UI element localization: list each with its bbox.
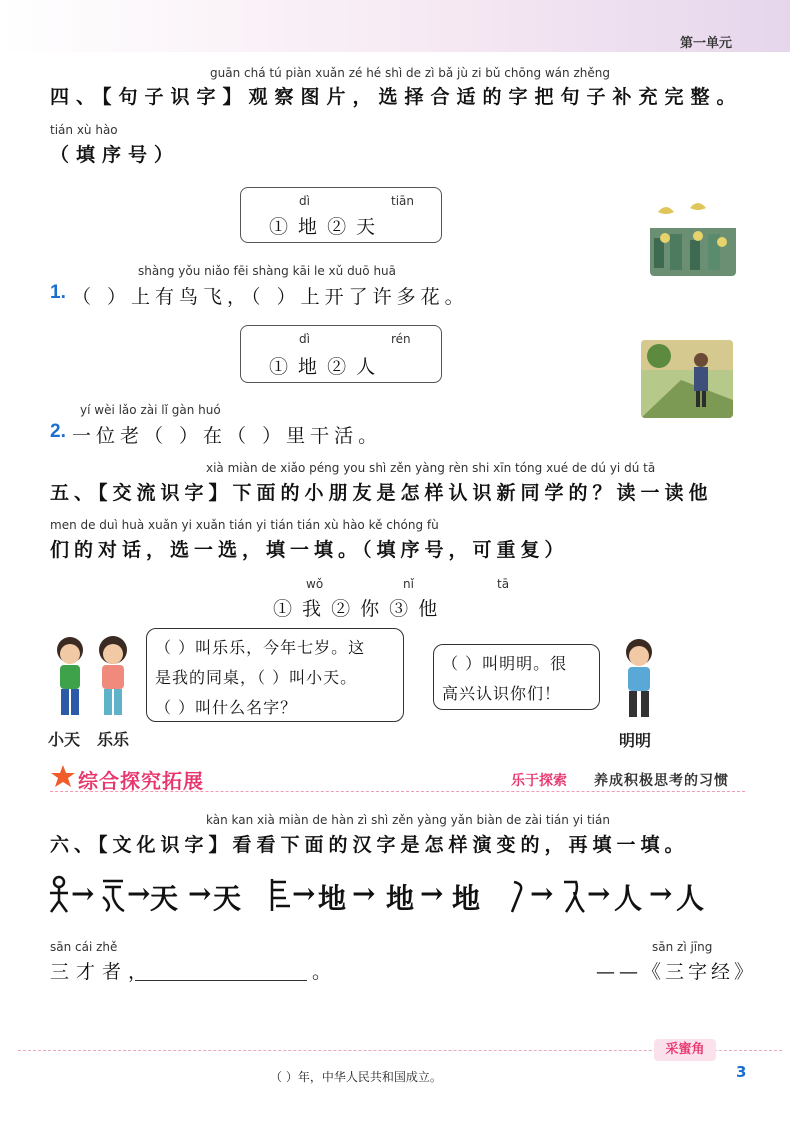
evo-arrow: → [530,877,554,910]
farmer-picture [641,340,733,418]
q6-line-start: 三才者， [50,961,155,983]
evo-tian-regular: 天 [213,882,242,915]
evo-ren-clerical: 人 [614,882,643,915]
evo-arrow: → [587,877,611,910]
q6-line-end: 。 [312,961,339,983]
q4-sub-pinyin: tián xù hào [50,123,118,137]
q4-sub: （填序号） [50,144,181,166]
dialogue-bubble-lele [146,628,404,722]
q4-item2-number: 2. [50,421,66,442]
unit-label: 第一单元 [679,36,732,51]
q6-line-pinyin: sān cái zhě [50,940,118,954]
q5-pinyin-2: men de duì huà xuǎn yi xuǎn tián yi tián tián xù hào kě chóng fù [50,518,439,532]
evo-arrow: → [127,877,151,910]
page-number: 3 [736,1063,747,1081]
q5-title-2: 们的对话，选一选，填一填。（填序号，可重复） [50,539,569,561]
evo-arrow: → [292,877,316,910]
q4-item1-pinyin: shàng yǒu niǎo fēi shàng kāi le xǔ duō huā [138,264,397,278]
birds-flowers-picture [650,198,736,276]
star-icon [50,764,76,788]
q5-option-pinyin-1: wǒ [306,577,324,591]
q6-title: 六、【文化识字】看看下面的汉字是怎样演变的，再填一填。 [50,834,689,856]
q6-source-pinyin: sān zì jīng [652,940,713,954]
kid-name-lele: 乐乐 [97,730,130,749]
option-pinyin: tiān [391,194,414,208]
q5-options: ① 我 ② 你 ③ 他 [273,598,440,620]
option-pinyin: dì [299,332,310,346]
section-habit: 养成积极思考的习惯 [594,773,729,789]
q4-options-box-2 [240,325,442,383]
q6-source: ——《三字经》 [596,961,758,983]
footer-trivia: （ ）年，中华人民共和国成立。 [270,1070,442,1084]
evo-arrow: → [188,877,212,910]
q5-pinyin: xià miàn de xiǎo péng you shì zěn yàng rèn shi xīn tóng xué de dú yi dú tā [206,461,656,475]
evo-tian-clerical: 天 [150,882,179,915]
answer-blank[interactable] [135,980,307,981]
bubble-line: （ ）叫什么名字？ [155,698,298,717]
oracle-ren-glyph-icon [508,878,530,914]
option-text: ① 地 ② 天 [269,216,378,238]
kid-name-mingming: 明明 [619,731,652,750]
ancient-tian-glyph-icon [48,875,70,915]
q5-title: 五、【交流识字】下面的小朋友是怎样认识新同学的？读一读他 [50,482,713,504]
q4-pinyin: guān chá tú piàn xuǎn zé hé shì de zì bǎ jù zi bǔ chōng wán zhěng [210,66,610,80]
bubble-line: （ ）叫乐乐，今年七岁。这 [155,638,366,657]
evo-di-clerical: 地 [318,882,347,915]
bubble-line: 高兴认识你们！ [442,684,562,703]
q4-item1-sentence: （ ）上有鸟飞，（ ）上开了许多花。 [72,286,469,308]
q6-pinyin: kàn kan xià miàn de hàn zì shì zěn yàng yǎn biàn de zài tián yi tián [206,813,610,827]
footer-badge: 采蜜角 [654,1039,716,1061]
q4-item2-sentence: 一位老（ ）在（ ）里干活。 [72,425,383,447]
section-tag: 乐于探索 [511,773,567,789]
option-pinyin: dì [299,194,310,208]
option-pinyin: rén [391,332,411,346]
q4-options-box-1 [240,187,442,243]
kid-mingming-illustration [615,636,663,724]
dialogue-bubble-mingming [433,644,600,710]
q4-title: 四、【句子识字】观察图片，选择合适的字把句子补充完整。 [50,86,743,108]
q4-item1-number: 1. [50,282,66,303]
kid-name-xiaotian: 小天 [48,730,81,749]
seal-di-glyph-icon [268,876,292,914]
section-title: 综合探究拓展 [78,769,204,793]
evo-arrow: → [649,877,673,910]
bubble-line: （ ）叫明明。很 [442,654,568,673]
q5-option-pinyin-2: nǐ [403,577,414,591]
kids-xiaotian-lele-illustration [48,632,138,724]
seal-tian-glyph-icon [100,877,126,913]
q5-option-pinyin-3: tā [497,577,510,591]
evo-arrow: → [420,877,444,910]
bubble-line: 是我的同桌，（ ）叫小天。 [155,668,358,687]
seal-ren-glyph-icon [560,878,586,914]
evo-di-regular: 地 [452,882,481,915]
option-text: ① 地 ② 人 [269,356,378,378]
evo-arrow: → [71,877,95,910]
header-bar [0,0,790,52]
evo-ren-regular: 人 [676,882,705,915]
evo-arrow: → [352,877,376,910]
evo-di-cursive: 地 [386,882,415,915]
q4-item2-pinyin: yí wèi lǎo zài lǐ gàn huó [80,403,221,417]
